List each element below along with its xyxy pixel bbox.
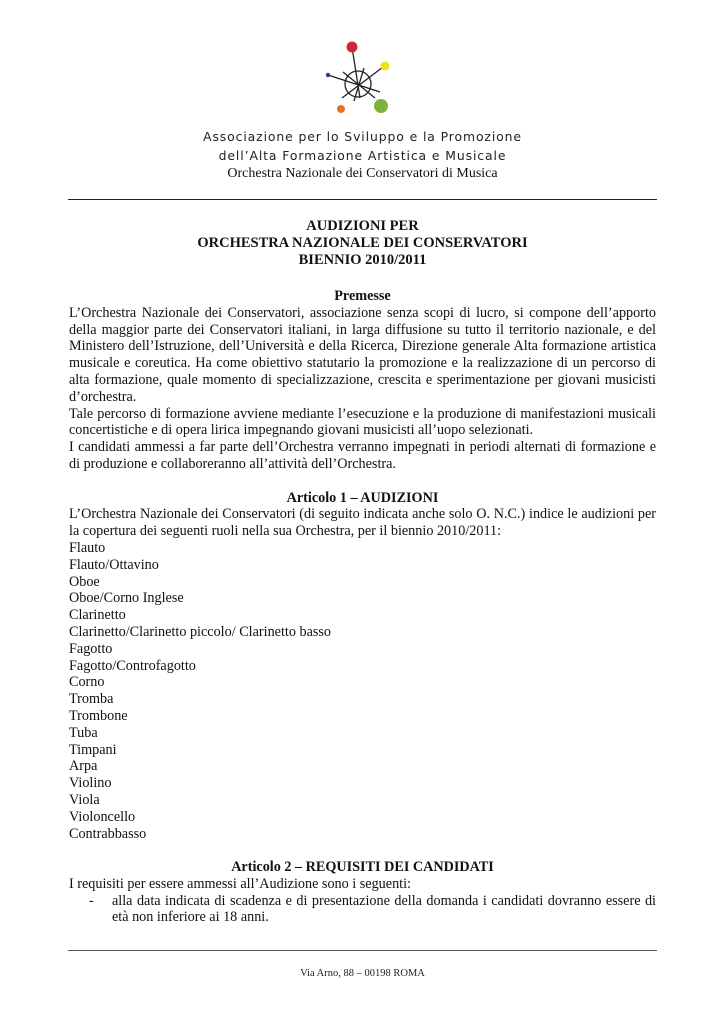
list-item: Timpani (69, 741, 117, 758)
list-item: Violoncello (69, 808, 136, 825)
articolo2-intro: I requisiti per essere ammessi all’Audizione sono i seguenti: (69, 875, 411, 892)
header-divider (68, 199, 657, 200)
premesse-paragraph-2: Tale percorso di formazione avviene mediante l’esecuzione e la produzione di manifestazioni musicali concertistiche e di opera lirica impegnando giovani musicisti all’uopo selezionati. (69, 405, 656, 439)
list-item: Trombone (69, 707, 128, 724)
list-item: Clarinetto (69, 607, 126, 624)
document-body (69, 288, 656, 926)
list-item: Tromba (69, 691, 114, 708)
requirement-item (69, 893, 656, 927)
section-heading-articolo-1: Articolo 1 – AUDIZIONI (286, 489, 439, 506)
section-heading-premesse: Premesse (334, 288, 391, 304)
list-item: Flauto (69, 539, 106, 556)
footer-address: Via Arno, 88 – 00198 ROMA (300, 968, 425, 979)
articolo1-intro: L’Orchestra Nazionale dei Conservatori (di seguito indicata anche solo O. N.C.) indice le audizioni per la copertura dei seguenti ruoli nella sua Orchestra, per il biennio 2010/2011: (69, 506, 656, 540)
org-name-line3: Orchestra Nazionale dei Conservatori di Musica (227, 166, 498, 181)
orchestra-logo-icon (320, 38, 390, 116)
org-name-line1: Associazione per lo Sviluppo e la Promozione (203, 129, 522, 144)
title-line1: AUDIZIONI PER (306, 218, 419, 234)
document-title (0, 218, 725, 269)
list-item: Oboe/Corno Inglese (69, 590, 184, 607)
list-item: Violino (69, 775, 112, 792)
org-name-line2: dell’Alta Formazione Artistica e Musicale (218, 148, 507, 163)
premesse-paragraph-3: I candidati ammessi a far parte dell’Orchestra verranno impegnati in periodi alternati di formazione e di produzione e collaboreranno all’attività dell’Orchestra. (69, 439, 656, 472)
list-item: Oboe (69, 573, 100, 590)
list-item: Fagotto (69, 640, 113, 657)
list-item: Corno (69, 674, 105, 691)
list-item: Viola (69, 791, 100, 808)
list-item: Fagotto/Controfagotto (69, 657, 196, 674)
footer-divider (68, 950, 657, 951)
list-item: Clarinetto/Clarinetto piccolo/ Clarinetto basso (69, 623, 332, 640)
list-item: Arpa (69, 758, 98, 775)
list-item: Contrabbasso (69, 825, 147, 842)
title-line2: ORCHESTRA NAZIONALE DEI CONSERVATORI (197, 235, 528, 251)
requirement-text: alla data indicata di scadenza e di presentazione della domanda i candidati dovranno essere di età non inferiore ai 18 anni. (112, 892, 656, 926)
roles-list (69, 540, 656, 842)
list-item: Flauto/Ottavino (69, 556, 159, 573)
list-item: Tuba (69, 724, 98, 741)
section-heading-articolo-2: Articolo 2 – REQUISITI DEI CANDIDATI (231, 859, 494, 876)
dash-bullet: - (89, 892, 94, 909)
title-line3: BIENNIO 2010/2011 (298, 252, 427, 268)
premesse-paragraph-1: L’Orchestra Nazionale dei Conservatori, associazione senza scopi di lucro, si compone dell’apporto della maggior parte dei Conservatori italiani, in larga diffusione su tutto il territorio nazionale, e del Ministero dell’Istruzione, dell’Università e della Ricerca, Direzione generale Alta formazione artistica musicale e coreutica. Ha come obiettivo statutario la promozione e la realizzazione di un percorso di alta formazione, quale momento di specializzazione, crescita e sperimentazione per giovani musicisti d’orchestra. (69, 304, 656, 405)
